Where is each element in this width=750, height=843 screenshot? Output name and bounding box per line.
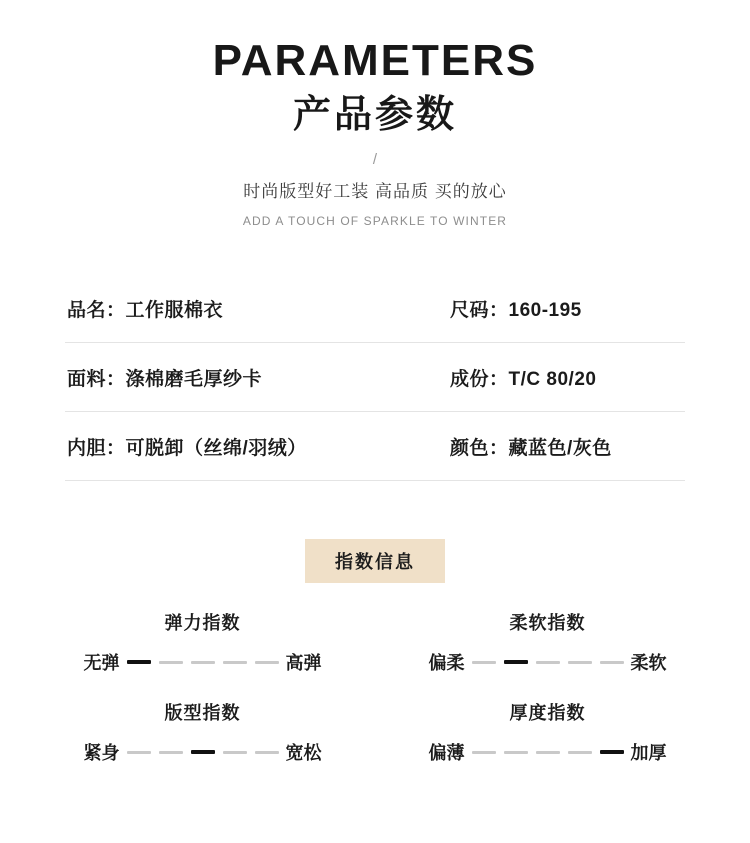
scale-tick [536, 751, 560, 754]
scale-right-label: 加厚 [630, 743, 667, 764]
spec-cell-size [450, 295, 685, 322]
table-row [65, 274, 685, 343]
index-title: 弹力指数 [164, 613, 241, 634]
index-badge: 指数信息 [305, 539, 445, 583]
scale-ticks [127, 750, 279, 754]
scale-tick [600, 750, 624, 754]
index-title: 厚度指数 [509, 703, 586, 724]
subtitle-cn: 时尚版型好工装 高品质 买的放心 [243, 182, 507, 202]
scale-tick [255, 751, 279, 754]
table-row [65, 343, 685, 412]
spec-value: 160-195 [508, 299, 582, 321]
scale-tick [600, 661, 624, 664]
scale-left-label: 偏薄 [428, 743, 465, 764]
index-scale [375, 739, 720, 765]
index-item-softness [375, 609, 720, 675]
spec-table [65, 274, 685, 481]
spec-cell-color [450, 433, 685, 460]
scale-tick [255, 661, 279, 664]
page-header [0, 0, 750, 228]
index-grid [30, 609, 720, 765]
index-scale [30, 649, 375, 675]
scale-tick [504, 751, 528, 754]
page-title-en: PARAMETERS [212, 36, 538, 85]
scale-tick [223, 661, 247, 664]
scale-ticks [472, 660, 624, 664]
scale-tick [568, 751, 592, 754]
scale-tick [127, 751, 151, 754]
scale-tick [191, 750, 215, 754]
spec-label: 品名： [67, 299, 126, 321]
spec-value: 藏蓝色/灰色 [508, 437, 612, 459]
scale-tick [472, 661, 496, 664]
subtitle-en: ADD A TOUCH OF SPARKLE TO WINTER [242, 214, 508, 229]
spec-cell-name [65, 295, 450, 322]
scale-right-label: 柔软 [630, 653, 667, 674]
scale-right-label: 宽松 [285, 743, 322, 764]
spec-label: 内胆： [67, 437, 126, 459]
index-item-thickness [375, 699, 720, 765]
index-section [0, 539, 750, 765]
scale-right-label: 高弹 [285, 653, 322, 674]
index-title: 柔软指数 [509, 613, 586, 634]
scale-tick [504, 660, 528, 664]
index-title: 版型指数 [164, 703, 241, 724]
index-item-elasticity [30, 609, 375, 675]
scale-tick [159, 661, 183, 664]
spec-cell-lining [65, 433, 450, 460]
spec-cell-composition [450, 364, 685, 391]
scale-tick [472, 751, 496, 754]
scale-tick [159, 751, 183, 754]
index-scale [30, 739, 375, 765]
index-scale [375, 649, 720, 675]
index-item-fit [30, 699, 375, 765]
scale-left-label: 偏柔 [428, 653, 465, 674]
scale-left-label: 无弹 [83, 653, 120, 674]
scale-tick [191, 661, 215, 664]
table-row [65, 412, 685, 481]
scale-tick [568, 661, 592, 664]
spec-label: 颜色： [450, 437, 509, 459]
scale-left-label: 紧身 [83, 743, 120, 764]
spec-cell-fabric [65, 364, 450, 391]
scale-ticks [472, 750, 624, 754]
scale-ticks [127, 660, 279, 664]
spec-value: 可脱卸（丝绵/羽绒） [125, 437, 307, 459]
spec-label: 面料： [67, 368, 126, 390]
spec-value: 涤棉磨毛厚纱卡 [125, 368, 263, 390]
scale-tick [223, 751, 247, 754]
spec-value: 工作服棉衣 [125, 299, 224, 321]
scale-tick [127, 660, 151, 664]
scale-tick [536, 661, 560, 664]
divider-slash: / [372, 151, 378, 169]
spec-label: 成份： [450, 368, 509, 390]
spec-label: 尺码： [450, 299, 509, 321]
spec-value: T/C 80/20 [508, 368, 597, 390]
page-title-cn: 产品参数 [292, 93, 457, 136]
